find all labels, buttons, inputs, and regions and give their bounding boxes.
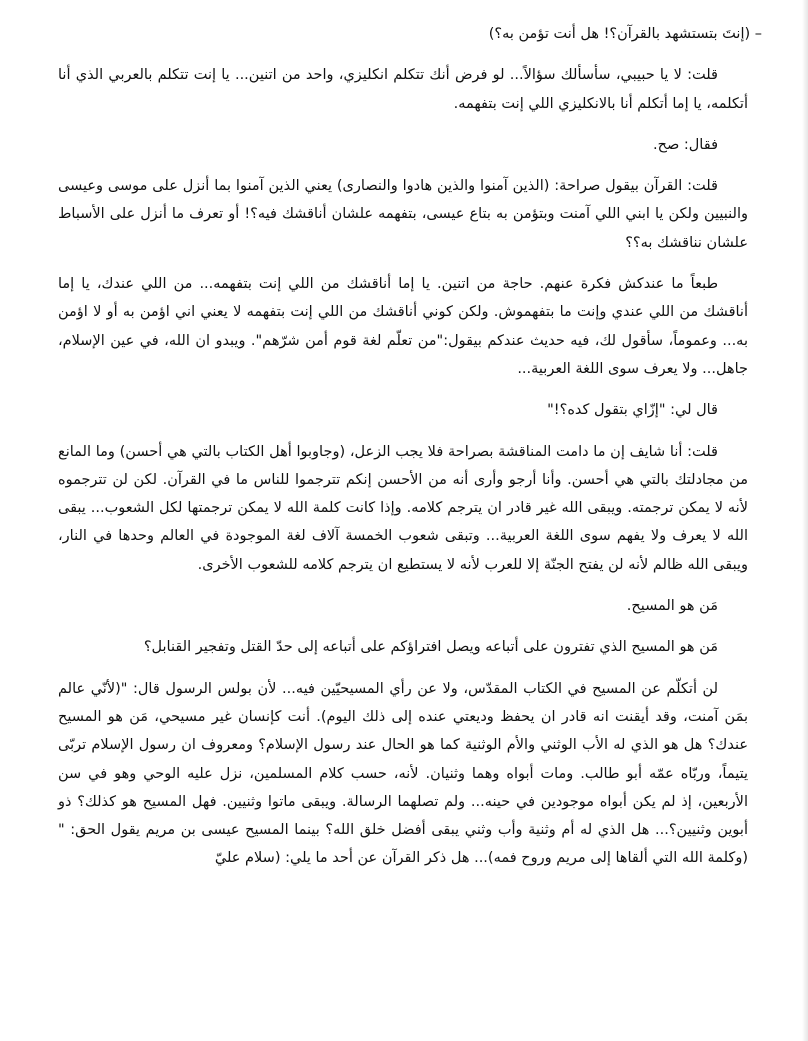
document-body [58, 20, 762, 886]
paragraph: قلت: أنا شايف إن ما دامت المناقشة بصراحة فلا يجب الزعل، (وجاوبوا أهل الكتاب بالتي هي أحسن) وما المانع من مجادلتك بالتي هي أحسن. وأنا أرجو وأرى أنه من الأحسن إنكم تترجموا للناس ما في القرآن. لكن لن تترجموه لأنه لا يمكن ترجمته. ويبقى الله غير قادر ان يترجم كلامه. وإذا كانت كلمة الله لا يمكن ترجمتها لكل الشعوب... يبقى الله لا يعرف ولا يفهم سوى اللغة العربية... وتبقى شعوب الخمسة آلاف لغة الموجودة في العالم وحدها في النار، ويبقى الله ظالم لأنه لن يفتح الجنّة إلا للعرب لأنه لا يستطيع ان يترجم كلامه للشعوب الأخرى. [58, 443, 748, 573]
scan-edge [802, 0, 808, 1041]
paragraph: لن أتكلّم عن المسيح في الكتاب المقدّس، ولا عن رأي المسيحيّين فيه... لأن بولس الرسول قال: "(لأنّي عالم بمَن آمنت، وقد أيقنت انه قادر ان يحفظ وديعتي عنده إلى ذلك اليوم). أنت كإنسان غير مسيحي، مَن هو المسيح عندك؟ هل هو الذي له الأب الوثني والأم الوثنية كما هو الحال عند رسول الإسلام؟ ومعروف ان رسول الإسلام تربّى يتيماً، وربّاه عمّه أبو طالب. ومات أبواه وهما وثنيان. لأنه، حسب كلام المسلمين، نزل عليه الوحي وهو في سن الأربعين، إذ لم يكن أبواه موجودين في حينه... ولم تصلهما الرسالة. ويبقى ماتوا وثنيين. فهل المسيح هو كذلك؟ ذو أبوين وثنيين؟... هل الذي له أم وثنية وأب وثني يبقى أفضل خلق الله؟ بينما المسيح عيسى بن مريم يقول الحق: "(وكلمة الله التي ألقاها إلى مريم وروح فمه)... هل ذكر القرآن عن أحد ما يلي: (سلام عليّ [58, 680, 748, 867]
paragraph: قلت: القرآن بيقول صراحة: (الذين آمنوا والذين هادوا والنصارى) يعني الذين آمنوا بما أنزل على موسى وعيسى والنبيين ولكن يا ابني اللي آمنت وبتؤمن به بتاع عيسى، بتفهمه علشان أناقشك فيه؟! أو تعرف ما أنزل على الأسباط علشان نناقشك به؟؟ [58, 178, 748, 251]
paragraph: مَن هو المسيح الذي تفترون على أتباعه ويصل افتراؤكم على أتباعه إلى حدّ القتل وتفجير القنابل؟ [143, 639, 718, 656]
paragraph: طبعاً ما عندكش فكرة عنهم. حاجة من اتنين. يا إما أناقشك من اللي إنت بتفهمه... من اللي عندك، يا إما أناقشك من اللي عندي وإنت ما بتفهموش. ولكن كوني أناقشك من اللي إنت بتفهمه لا يعني اني اؤمن به أو لا اؤمن به... وعموماً، سأقول لك، فيه حديث عندكم بيقول:"من تعلّم لغة قوم أمن شرّهم". ويبدو ان الله، في عين الإسلام، جاهل... ولا يعرف سوى اللغة العربية... [58, 276, 748, 377]
dialogue-line: – (إنتَ بتستشهد بالقرآن؟! هل أنت تؤمن به؟) [488, 26, 762, 42]
paragraph: قلت: لا يا حبيبي، سأسألك سؤالاً... لو فرض أنك تتكلم انكليزي، واحد من اتنين... يا إنت تتكلم بالعربي الذي أنا أتكلمه، يا إما أتكلم أنا بالانكليزي اللي إنت بتفهمه. [58, 67, 748, 112]
paragraph: فقال: صح. [653, 136, 718, 153]
section-heading: مَن هو المسيح. [626, 598, 718, 615]
paragraph: قال لي: "إزّاي بتقول كده؟!" [547, 402, 718, 419]
